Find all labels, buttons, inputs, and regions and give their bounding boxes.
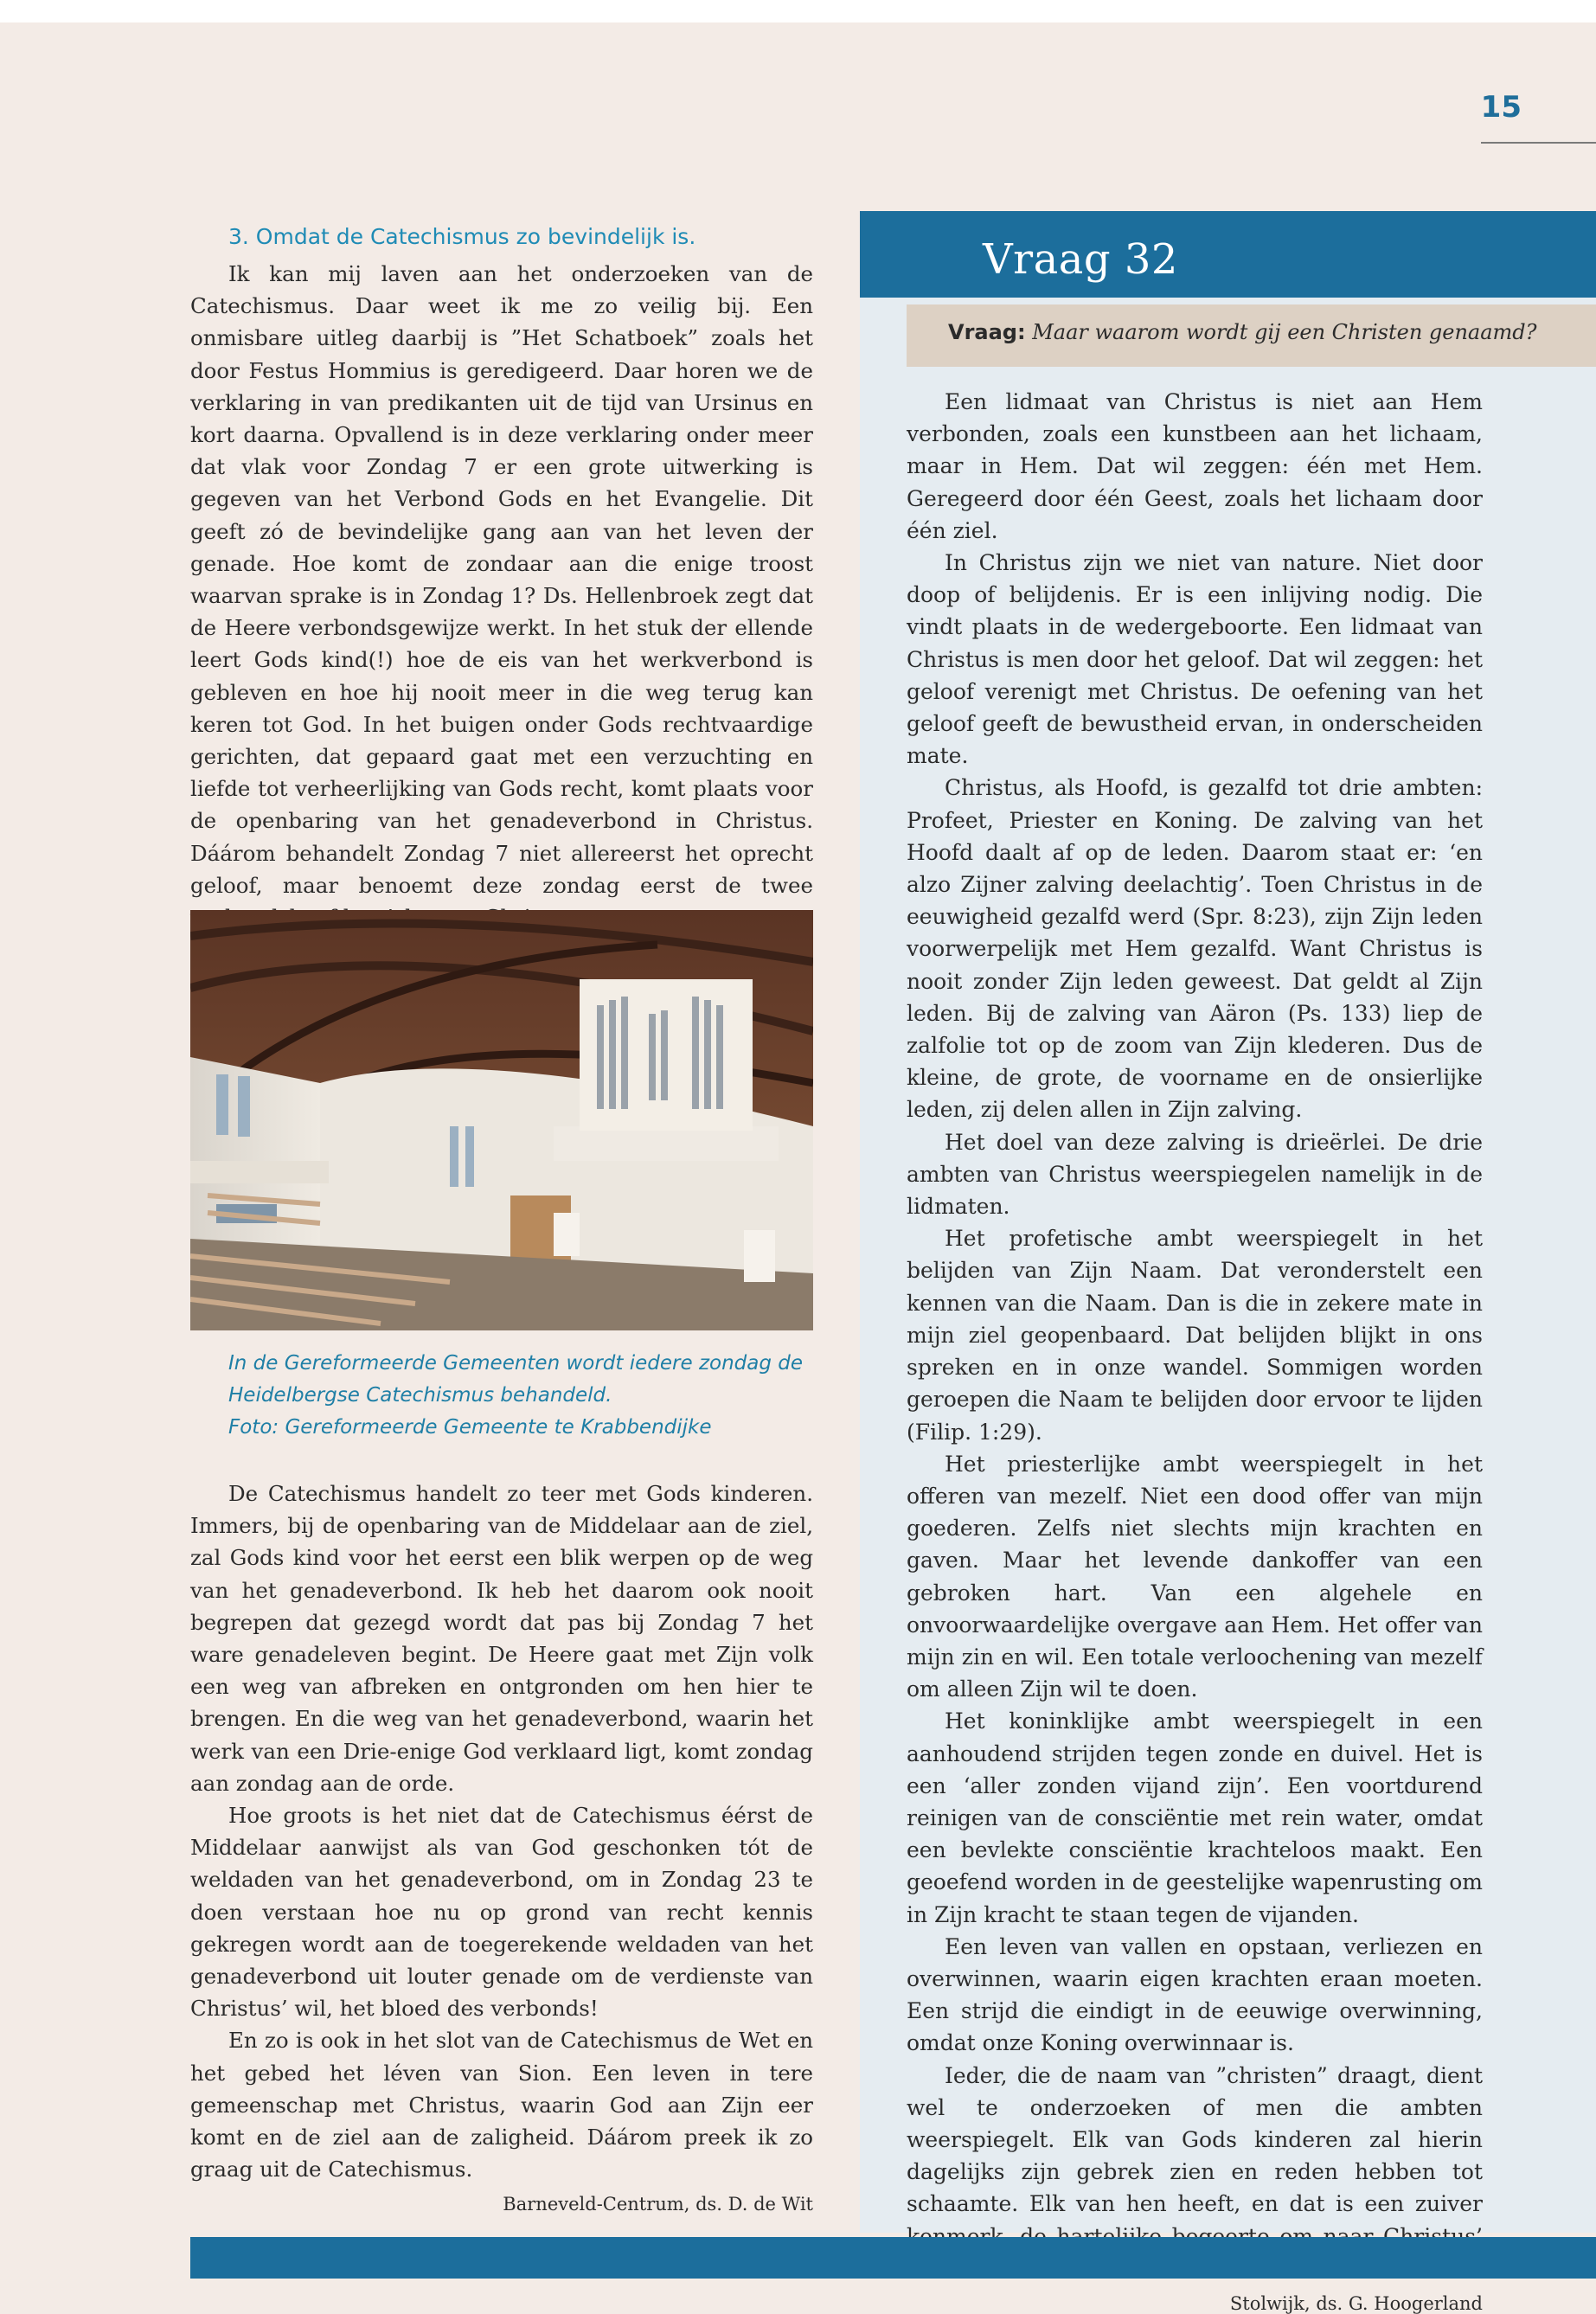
section-heading: 3. Omdat de Catechismus zo bevindelijk is.: [228, 224, 696, 249]
right-column: [907, 386, 1483, 2314]
answer-paragraph: In Christus zijn we niet van nature. Niet door doop of belijdenis. Er is een inlijving nodig. Die vindt plaats in de wedergeboorte. Een lidmaat van Christus is men door het geloof. Dat wil zeggen: het geloof verenigt met Christus. De oefening van het geloof geeft de bewustheid ervan, in onderscheiden mate.: [907, 550, 1483, 769]
answer-paragraph: Een lidmaat van Christus is niet aan Hem verbonden, zoals een kunstbeen aan het lichaam, maar in Hem. Dat wil zeggen: één met Hem. Geregeerd door één Geest, zoals het lichaam door één ziel.: [907, 389, 1483, 543]
caption-line: Foto: Gereformeerde Gemeente te Krabbendijke: [228, 1416, 712, 1439]
church-interior-illustration: [190, 910, 813, 1330]
answer-paragraph: Het doel van deze zalving is drieërlei. De drie ambten van Christus weerspiegelen namelijk in de lidmaten.: [907, 1129, 1483, 1220]
question-line: [948, 320, 1571, 344]
left-column-bottom: [190, 1477, 813, 2215]
body-paragraph: Hoe groots is het niet dat de Catechismus éérst de Middelaar aanwijst als van God geschonken tót de weldaden van het genadeverbond, om in Zondag 23 te doen verstaan hoe nu op grond van recht kennis gekregen wordt aan de toegerekende weldaden van het genadeverbond uit louter genade om de verdienste van Christus’ wil, het bloed des verbonds!: [190, 1803, 813, 2022]
author-signature: Stolwijk, ds. G. Hoogerland: [1229, 2292, 1483, 2314]
body-paragraph: De Catechismus handelt zo teer met Gods kinderen. Immers, bij de openbaring van de Middelaar aan de ziel, zal Gods kind voor het eerst een blik werpen op de weg van het genadeverbond. Ik heb het daarom ook nooit begrepen dat gezegd wordt dat pas bij Zondag 7 het ware genadeleven begint. De Heere gaat met Zijn volk een weg van afbreken en ontgronden om hen hier te brengen. En die weg van het genadeverbond, waarin het werk van een Drie-enige God verklaard ligt, komt zondag aan zondag aan de orde.: [190, 1481, 813, 1796]
question-text: Maar waarom wordt gij een Christen genaamd?: [1032, 320, 1537, 344]
answer-paragraph: Het profetische ambt weerspiegelt in het belijden van Zijn Naam. Dat veronderstelt een kennen van die Naam. Dan is die in zekere mate in mijn ziel geopenbaard. Dat belijden blijkt in ons spreken en in onze wandel. Sommigen worden geroepen die Naam te belijden door ervoor te lijden (Filip. 1:29).: [907, 1226, 1483, 1445]
answer-paragraph: Een leven van vallen en opstaan, verliezen en overwinnen, waarin eigen krachten eraan moeten. Een strijd die eindigt in de eeuwige overwinning, omdat onze Koning overwinnaar is.: [907, 1933, 1483, 2056]
answer-paragraph: Ieder, die de naam van ”christen” draagt, dient wel te onderzoeken of men die ambten weerspiegelt. Elk van Gods kinderen zal hierin dagelijks zijn gebrek zien en reden hebben tot schaamte. Elk van hen heeft, en dat is een zuiver: [907, 2062, 1483, 2217]
caption-line: Heidelbergse Catechismus behandeld.: [228, 1384, 612, 1407]
question-label: Vraag:: [948, 320, 1026, 344]
top-margin-strip: [0, 0, 1596, 22]
intro-paragraph: Ik kan mij laven aan het onderzoeken van de Catechismus. Daar weet ik me zo veilig bij. Een onmisbare uitleg daarbij is ”Het Schatboek” zoals het door Festus Hommius is geredigeerd. Daar horen we de verklaring in van predikanten uit de tijd van Ursinus en kort daarna. Opvallend is in deze verklaring onder meer dat vlak voor Zondag 7 er een grote uitwerking is gegeven van het Verbond Gods en het Evangelie. Dit geeft zó de bevindelijke gang aan van het leven der genade. Hoe komt de zondaar aan die enige troost waarvan sprake is in Zondag 1? Ds. Hellenbroek zegt dat de Heere verbondsgewijze werkt. In het stuk der ellende leert Gods kind(!) hoe de eis van het werkverbond is gebleven en hoe hij nooit meer in die weg terug kan keren tot God. In het buigen onder Gods rechtvaardige gerichten, dat gepaard gaat met een verzuchting en liefde tot verheerlijking van Gods recht, komt plaats voor de openbaring van het genadeverbond in Christus. Dáárom behandelt Zondag 7 niet allereerst het oprecht geloof, maar benoemt deze zondag eerst de twee: [190, 261, 813, 898]
author-signature: Barneveld-Centrum, ds. D. de Wit: [503, 2194, 813, 2215]
footer-bar: [190, 2237, 1596, 2279]
photo-caption: [228, 1348, 817, 1444]
question-title-bar: [860, 211, 1596, 298]
page-number: 15: [1480, 90, 1522, 125]
caption-line: In de Gereformeerde Gemeenten wordt iedere zondag de: [228, 1352, 804, 1375]
body-paragraph: En zo is ook in het slot van de Catechismus de Wet en het gebed het léven van Sion. Een leven in tere gemeenschap met Christus, waarin God aan Zijn eer komt en de ziel aan de zaligheid. Dáárom preek ik zo graag uit de Catechismus.: [190, 2028, 813, 2183]
answer-paragraph: Christus, als Hoofd, is gezalfd tot drie ambten: Profeet, Priester en Koning. De zalving van het Hoofd daalt af op de leden. Daarom staat er: ‘en alzo Zijner zalving deelachtig’. Toen Christus in de eeuwigheid gezalfd werd (Spr. 8:23), zijn Zijn leden voorwerpelijk met Hem gezalfd. Want Christus is nooit zonder Zijn leden geweest. Dat geldt al Zijn leden. Bij de zalving van Aäron (Ps. 133) liep de zalfolie tot op de zoom van Zijn klederen. Dus de kleine, de grote, de voorname en de onsierlijke leden, zij delen allen in Zijn zalving.: [907, 775, 1483, 1123]
left-column-top: [190, 221, 813, 933]
page-number-rule: [1481, 142, 1596, 144]
answer-paragraph: Het priesterlijke ambt weerspiegelt in het offeren van mezelf. Niet een dood offer van mijn goederen. Zelfs niet slechts mijn krachten en gaven. Maar het levende dankoffer van een gebroken hart. Van een algehele en onvoorwaardelijke overgave aan Hem. Het offer van mijn zin en wil. Een totale verloochening van mezelf om alleen Zijn wil te doen.: [907, 1451, 1483, 1702]
answer-paragraph: Het koninklijke ambt weerspiegelt in een aanhoudend strijden tegen zonde en duivel. Het is een ‘aller zonden vijand zijn’. Een voortdurend reinigen van de consciëntie met rein water, omdat een bevlekte consciëntie krachteloos maakt. Een geoefend worden in de geestelijke wapenrusting om in Zijn kracht te staan tegen de vijanden.: [907, 1708, 1483, 1927]
church-interior-photo: [190, 910, 813, 1330]
question-title: Vraag 32: [983, 235, 1178, 284]
